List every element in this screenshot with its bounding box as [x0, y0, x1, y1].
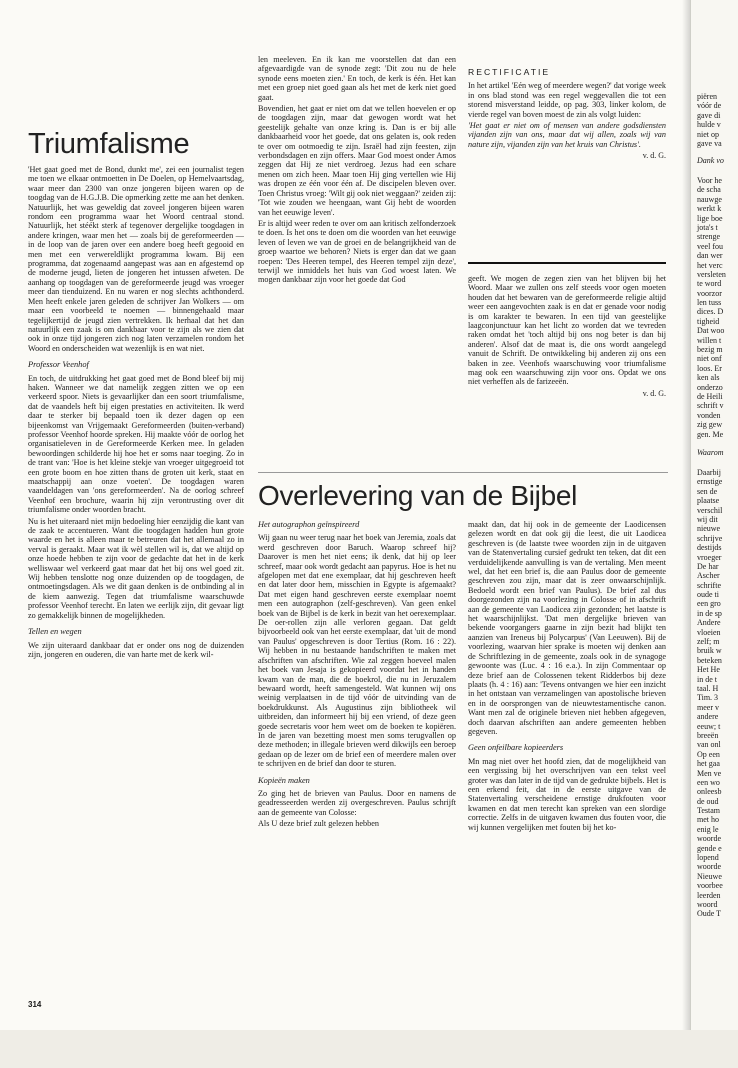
facing-page-line: onleesb: [697, 787, 722, 797]
facing-page-line: meer v: [697, 702, 719, 712]
facing-page-line: veel fou: [697, 241, 723, 251]
facing-page-line: zelf; m: [697, 637, 720, 647]
facing-page-line: Testam: [697, 806, 720, 816]
paragraph: geeft. We mogen de zegen zien van het blijven bij het Woord. Maar we zullen ons zelf steeds voor ogen moeten houden dat het bewaren van de gereformeerde religie altijd weer een aangevochten zaak is en dat er genade voor nodig is om karakter te bewaren. In een tijd van geestelijke laagconjunctuur kan het licht zo worden dat we tevreden raken omdat het 'toch altijd bij ons nog beter is dan bij anderen'. Alsof dat de maat is, die ons wordt aangelegd vanuit de Schrift. De ontwikkeling bij anderen zij ons een baken in zee. Veenhofs waarschuwing voor triumfalisme mag ook een waarschuwing zijn voor ons. Opdat we ons niet verheffen als de farizeeën.: [468, 274, 666, 387]
left-column: [28, 165, 244, 661]
facing-page-line: tigheid: [697, 316, 720, 326]
paragraph: Wij gaan nu weer terug naar het boek van Jeremia, zoals dat werd geschreven door Baruch. Waarop schreef hij? Daarover is men het niet eens; ik denk, dat hij op leer schreef, maar ook wordt gedacht aan papyrus. Hoe is het nu afgelopen met dat ene exemplaar, dat hij geschreven heeft en dat later door hem, misschien in Egypte is afgemaakt? Dat met eigen hand geschreven eerste exemplaar noemt men een autographon (zelf-geschreven). Van geen enkel boek van de Bijbel is de kerk in bezit van het oerexemplaar. De oer-rollen zijn alle verloren gegaan. Dat geldt bijvoorbeeld ook van het eerste exemplaar, dat 'uit de mond van Paulus' opgeschreven is door Tertius (Rom. 16 : 22). Wij hebben in nu bestaande handschriften te maken met afschriften van afschriften. Wie zal zeggen hoeveel malen het boek van Jesaja is gekopieerd voordat het in handen kwam van de man, die de boekrol, die nu in Jeruzalem bewaard wordt, heeft samengesteld. Wat kunnen wij ons weinig verplaatsen in de tijd vóór de uitvinding van de boekdrukkunst. Als Augustinus zijn bibliotheek wil uitbreiden, dan informeert hij bij een vriend, of deze geen goede secretaris voor hem weet om de boeken te kopiëren. In de jaren van bezetting moest men soms terugvallen op deze methoden; in illegale brieven werd dikwijls een beroep gedaan op de lezer om de brief een of meerdere malen over te schrijven en de brief dan door te sturen.: [258, 533, 456, 769]
facing-page-line: hulde v: [697, 120, 721, 130]
facing-page-line: willen t: [697, 335, 722, 345]
facing-page-line: Daarbij: [697, 468, 721, 477]
facing-page-line: vroeger: [697, 552, 722, 562]
paragraph: Als U deze brief zult gelezen hebben: [258, 819, 379, 829]
facing-page-line: niet op: [697, 129, 719, 139]
facing-page-line: lopend: [697, 853, 719, 863]
facing-page-line: in de t: [697, 674, 717, 684]
facing-page-text-low: [697, 468, 738, 919]
middle-top-column: [258, 55, 456, 287]
facing-page-line: vonden: [697, 410, 721, 420]
right-top-column: [468, 274, 666, 398]
subheading-autographon: Het autographon geïnspireerd: [258, 520, 360, 529]
paragraph: len meeleven. En ik kan me voorstellen dat dan een afgevaardigde van de synode zegt: 'Dit zou nu de hele synode eens moeten zien.' En toch, de kerk is één. Het kan met een groep niet goed gaan als het met de kerk niet goed gaat.: [258, 55, 456, 102]
facing-page-line: de Heili: [697, 391, 723, 401]
facing-page-line: met ho: [697, 815, 719, 825]
facing-page-line: gave di: [697, 110, 721, 120]
facing-page-line: vloeien: [697, 627, 721, 637]
facing-page-line: Het He: [697, 665, 720, 675]
facing-page-line: woorde: [697, 862, 721, 872]
facing-page-line: de scha: [697, 185, 721, 195]
facing-page-line: gen. Me: [697, 429, 724, 439]
facing-page-line: de oud: [697, 796, 719, 806]
facing-page-line: Andere: [697, 618, 721, 628]
facing-page-line: het gaa: [697, 759, 720, 769]
facing-page-line: nieuwe: [697, 524, 721, 534]
subheading-kopieen-maken: Kopieën maken: [258, 775, 310, 785]
second-article-left-column: [258, 520, 456, 831]
subheading-tellen-en-wegen: Tellen en wegen: [28, 627, 82, 637]
facing-page-line: woord: [697, 899, 718, 909]
facing-page-edge: [690, 0, 738, 1068]
subheading-professor-veenhof: Professor Veenhof: [28, 360, 89, 370]
rectificatie-box: [468, 68, 666, 161]
article-title-triumfalisme: Triumfalisme: [28, 128, 190, 160]
facing-page-line: versleten: [697, 269, 726, 279]
facing-page-line: schrifte: [697, 580, 721, 590]
facing-page-line: piëren: [697, 92, 717, 101]
facing-page-line: vóór de: [697, 101, 722, 111]
scan-bottom-margin: [0, 1030, 738, 1068]
facing-page-line: dices. D: [697, 307, 724, 317]
facing-page-line: taal. H: [697, 683, 719, 693]
facing-page-subheading: Dank vo: [697, 156, 724, 165]
facing-page-line: loos. Er: [697, 363, 722, 373]
facing-page-line: ken als: [697, 373, 720, 383]
facing-page-line: woorde: [697, 834, 721, 844]
paragraph: Er is altijd weer reden te over om aan kritisch zelfonderzoek te doen. Is het ons te doen om die woorden van het eeuwige leven of leven we van de groei en de belangrijkheid van de groep waartoe we behoren? Niets is erger dan dat we gaan roepen: 'Des Heeren tempel, des Heeren tempel zijn deze', terwijl we inmiddels het huis van God woest laten. We mogen dankbaar zijn voor het goede dat God: [258, 218, 456, 285]
facing-page-line: len tuss: [697, 298, 722, 308]
facing-page-line: lige boe: [697, 213, 723, 223]
paragraph: Mn mag niet over het hoofd zien, dat de mogelijkheid van een vergissing bij het overschrijven van een tekst veel groter was dan later in de tijd van de gedrukte bijbels. Het is een erkend feit, dat in de eerste uitgave van de Statenvertaling verscheidene ernstige drukfouten voor kwamen en dat men terecht kan spreken van een slordige correctie. Zelfs in de uitgaven kwamen dus fouten voor, die wij kunnen vergelijken met fouten bij het ko-: [468, 756, 666, 832]
facing-page-line: een gro: [697, 599, 721, 609]
facing-page-line: dan wer: [697, 251, 723, 261]
paragraph: Zo ging het de brieven van Paulus. Door en namens de geadresseerden werden zij overgeschreven. Paulus schrijft aan de gemeente van Colosse:: [258, 788, 456, 817]
facing-page-line: schrijve: [697, 533, 723, 543]
facing-page-line: bruik w: [697, 646, 722, 656]
paragraph: Bovendien, het gaat er niet om dat we tellen hoevelen er op de toogdagen zijn, maar dat gewogen wordt wat het geestelijk gehalte van onze kring is. Dan is er bij alle dankbaarheid voor het goede, dat ons gelaten is, ook reden te over om ootmoedig te zijn. Israël had zijn feesten, zijn verbondsdagen en zijn offers. Maar God moest onder Amos zeggen dat Hij ze niet verdroeg. Jezus had een schare menen om zich heen. Maar toen Hij ging vertellen wie Hij was dropen ze één voor één af. De discipelen bleven over. Toen Christus vroeg: 'Wilt gij ook niet weggaan?' zeiden zij: 'Tot wie zouden we heengaan, want Gij hebt de woorden van het eeuwige leven'.: [258, 104, 456, 217]
rectificatie-rule: [468, 262, 666, 264]
facing-page-line: werkt k: [697, 204, 722, 214]
facing-page-line: het verc: [697, 260, 723, 270]
rectificatie-body: In het artikel 'Eén weg of meerdere wegen?' dat vorige week in ons blad stond was een regel weggevallen die tot een storend misverstand leidde, op pag. 303, linker kolom, de vierde regel van boven moest de zin als volgt luiden:: [468, 81, 666, 119]
facing-page-line: Tim. 3: [697, 693, 719, 703]
facing-page-line: onderzo: [697, 382, 723, 392]
paragraph: En toch, de uitdrukking het gaat goed met de Bond bleef bij mij haken. Wanneer we dat namelijk zeggen zitten we op een verkeerd spoor. Niets is gevaarlijker dan een soort triumfalisme, dat de vaandels heft bij eigen prestaties en activiteiten. Ik werd daar te sterker bij bepaald toen ik dezer dagen op een bijeenkomst van Vrijgemaakt Gereformeerden (buiten-verband) professor Veenhof hoorde spreken. Hij maakte vóór de oorlog het organisatieleven in de Gereformeerde Kerken mee. In geladen bewoordingen schilderde hij hoe het er soms naar toeging. Zo in de trant van: 'Hoe is het kleine stekje van vroeger uitgegroeid tot een grote boom en hoe zitten thans de groten uit kerk, staat en maatschappij aan onze voeten'. De toogdagen waren vaandeldagen van 'ons gereformeerden'. Na de oorlog schreef Veenhof een brochure, waarin hij zijn verontrusting over dit triumfalisme onder woorden bracht.: [28, 373, 244, 515]
paragraph: Nu is het uiteraard niet mijn bedoeling hier eenzijdig die kant van de zaak te accentueren. Want die toogdagen hadden hun grote waarde en het is alleen maar te betreuren dat het allemaal zo in verval is geraakt. Maar wat ik wèl stellen wil is, dat we altijd op onze hoede hebben te zijn voor de gedachte dat het in de kerk welliswaar wel verkeerd gaat maar dat het bij ons wel goed zit. Wij hebben tenslotte nog onze duizenden op de toogdagen, de ontmoetingsdagen. Als we dit gaan denken is de ontbinding al in de kiem aanwezig. Tegen dat triumfalisme waarschuwde professor Veenhof terecht. En laten we eerlijk zijn, dit gevaar ligt zo gemakkelijk binnen de mogelijkheden.: [28, 516, 244, 620]
facing-page-line: Op een: [697, 749, 720, 759]
facing-page-line: gende e: [697, 843, 722, 853]
paragraph: maakt dan, dat hij ook in de gemeente der Laodicensen gelezen wordt en dat ook gij die leest, die uit Laodicea geschreven is (de laatste twee woorden zijn in de uitgaven van de Statenvertaling cursief gedrukt ten teken, dat dit een verduidelijkende aanvulling is van de vertaling. Men meent wel, dat het een brief is, die aan Paulus door de gemeente geschreven zou zijn, maar dat is zeer onwaarschijnlijk. Bedoeld wordt een brief van Paulus). De brief zal dus doorgezonden zijn na voorlezing in Colosse of in afschrift aan de gemeente van Laodicea zijn gezonden; het laatste is het waarschijnlijkst. 'Dat men dergelijke brieven van bekende voorgangers gaarne in zijn bezit had blijkt ten aanzien van Ireneus bij Polycarpus' (Van Leeuwen). Bij de voorlezing, waarvan hier sprake is moeten wij denken aan de Schriftlezing in de gemeente, zoals ook in de synagoge gewoonte was (Luc. 4 : 16 e.a.). In zijn Commentaar op deze brief aan de Colossenen tekent Ridderbos bij deze plaats (h. 4 : 16) aan: 'Tevens ontvangen we hier een inzicht in het ontstaan van verzamelingen van apostolische brieven en in de oorsprongen van de nieuwtestamentische canon. Want men zal de originele brieven niet hebben afgegeven, doch daarvan afschriften aan andere gemeenten hebben gegeven.: [468, 520, 666, 736]
facing-page-line: Men ve: [697, 768, 722, 778]
facing-page-line: een wo: [697, 777, 720, 787]
facing-page-line: eeuw; t: [697, 721, 721, 731]
signature: v. d. G.: [642, 388, 666, 398]
rectificatie-title: RECTIFICATIE: [468, 67, 551, 77]
facing-page-line: strenge: [697, 232, 721, 242]
facing-page-line: oude ti: [697, 590, 719, 600]
page-gutter-shadow: [682, 0, 690, 1030]
rectificatie-quote: 'Het gaat er niet om of mensen van andere godsdiensten vijanden zijn van ons, maar dat wij allen, zoals wij van nature zijn, vijanden zijn van het kruis van Christus'.: [468, 121, 666, 149]
facing-page-line: enig le: [697, 824, 719, 834]
facing-page-line: te word: [697, 279, 722, 289]
facing-page-line: destijds: [697, 543, 722, 553]
facing-page-line: sen de: [697, 486, 718, 496]
section-divider: [258, 472, 668, 473]
facing-page-line: beteken: [697, 655, 722, 665]
facing-page-line: gave va: [697, 138, 722, 148]
facing-page-line: niet onf: [697, 354, 722, 364]
facing-page-line: ernstige: [697, 477, 723, 487]
facing-page-line: Nieuwe: [697, 871, 722, 881]
facing-page-line: breeën: [697, 730, 719, 740]
intro-paragraph: 'Het gaat goed met de Bond, dunkt me', zei een journalist tegen me toen we elkaar ontmoetten in De Doelen, op Hemelvaartsdag, waar meer dan 2300 van onze jongeren bijeen waren op de toogdag van de H.G.J.B. Die opmerking zette me aan het denken. Natuurlijk, het was geweldig dat zoveel jongeren bijeen waren rondom een programma waar het Woord centraal stond. Natuurlijk, het stéékt sterk af tegenover dergelijke toogdagen in andere kringen, waar men het — zoals bij de gereformeerden — in de loop van de jaren over een andere boeg heeft gegooid en men met een verwereldlijkt programma kwam. Bij een programma, dat zogenaamd aangepast was aan en afgestemd op de moderne jeugd, lieten de jongeren het intussen afweten. De aanhang op toogdagen van de gereformeerde jeugd was vroeger meer dan tienduizend. En nu waren er nog slechts achthonderd. Men heeft enkele jaren geleden de schrijver Jan Wolkers — om maar een voorbeeld te noemen — binnengehaald maar tegelijkertijd de jeugd zien vertrekken. Ik herhaal dat het dan natuurlijk een zaak is om dankbaar voor te zijn als we zien dat ook in onze tijd jongeren zich nog laten verzamelen rondom het Woord en onderscheiden wat wezenlijk is en wat niet.: [28, 165, 244, 353]
article-title-overlevering: Overlevering van de Bijbel: [258, 480, 578, 511]
second-article-right-column: [468, 520, 666, 834]
facing-page-line: De har: [697, 561, 719, 571]
facing-page-line: jota's t: [697, 222, 718, 232]
facing-page-line: Ascher: [697, 571, 720, 581]
facing-page-line: voorbee: [697, 881, 723, 891]
page-number: 314: [28, 1000, 42, 1009]
facing-page-line: wij dit: [697, 514, 718, 524]
facing-page-line: zig gew: [697, 420, 723, 430]
facing-page-line: leerden: [697, 890, 721, 900]
facing-page-line: plaatse: [697, 496, 720, 506]
subheading-geen-onfeilbare-kopieerders: Geen onfeilbare kopieerders: [468, 743, 564, 753]
facing-page-line: schrift v: [697, 401, 724, 411]
signature: v. d. G.: [642, 151, 666, 161]
facing-page-line: van onl: [697, 740, 721, 750]
facing-page-line: nauwge: [697, 194, 722, 204]
facing-page-line: Voor he: [697, 176, 722, 185]
facing-page-line: bezig m: [697, 345, 723, 355]
paragraph: We zijn uiteraard dankbaar dat er onder ons nog de duizenden zijn, jongeren en ouderen, die van harte met de kerk wil-: [28, 640, 244, 659]
facing-page-line: Dat woo: [697, 326, 725, 336]
facing-page-line: Oude T: [697, 909, 722, 919]
facing-page-subheading: Waarom: [697, 448, 724, 457]
facing-page-text-top: [697, 92, 738, 148]
facing-page-text-mid: [697, 176, 738, 439]
facing-page-line: in de sp: [697, 608, 722, 618]
facing-page-line: verschil: [697, 505, 723, 515]
facing-page-line: andere: [697, 712, 719, 722]
facing-page-line: voorzor: [697, 288, 722, 298]
